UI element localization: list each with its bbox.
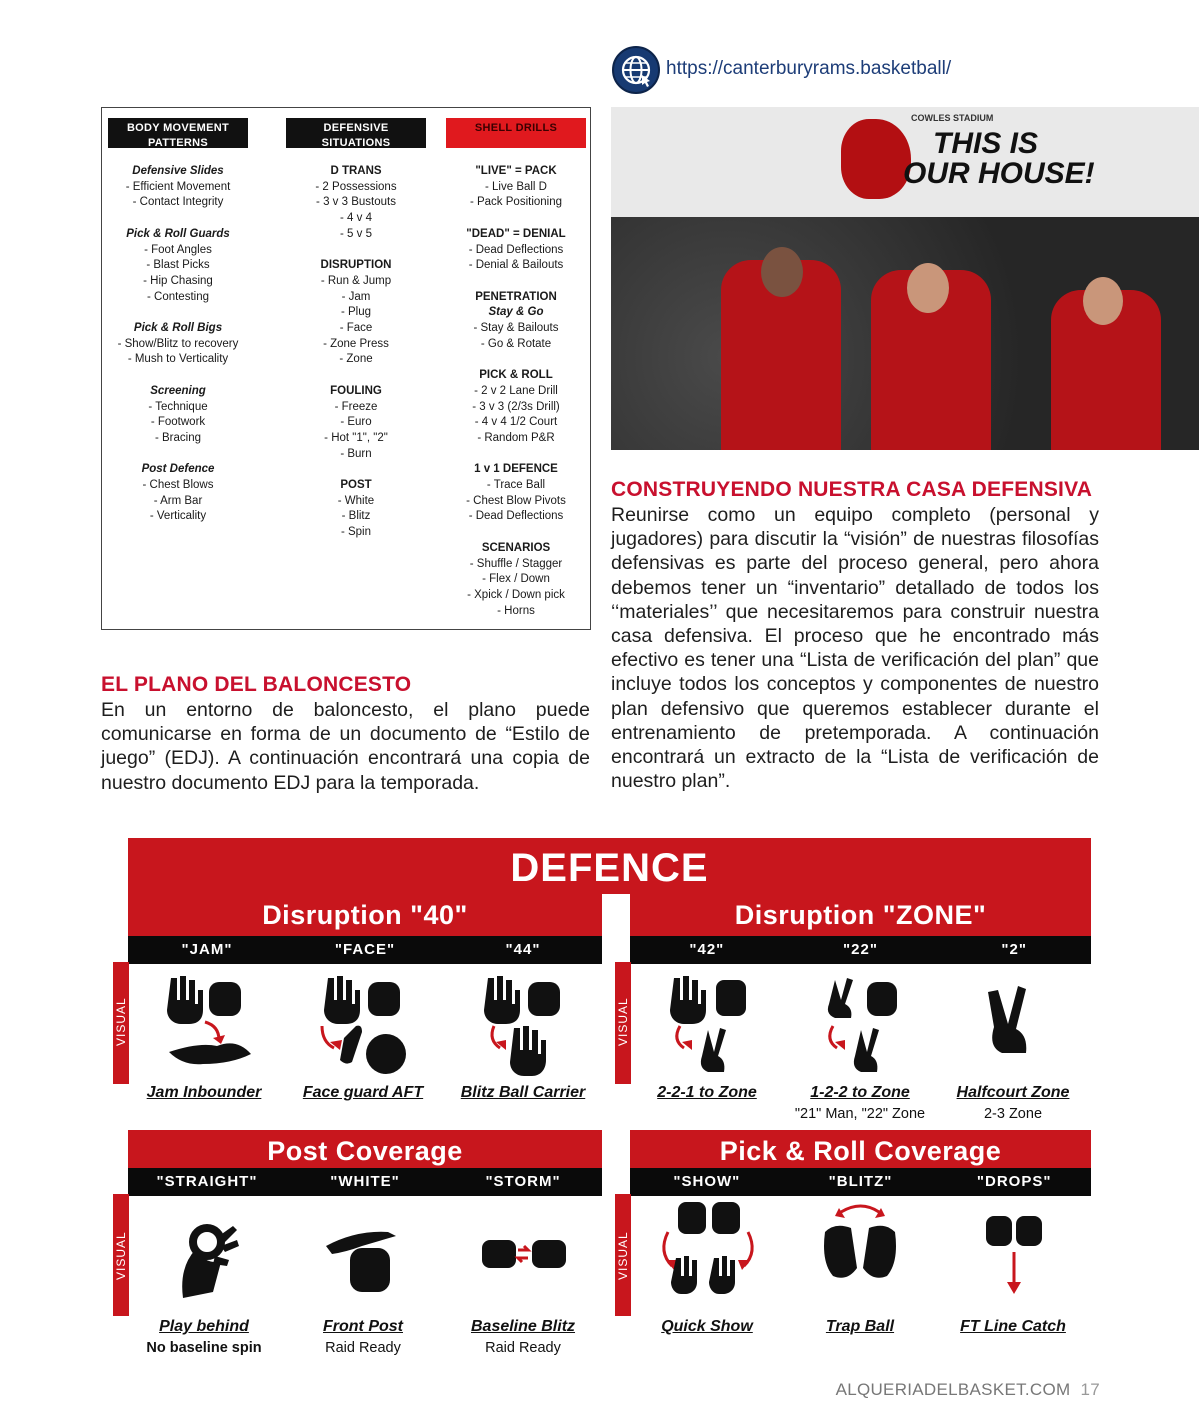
call-label: "22" <box>843 941 878 958</box>
edj-item: - Spin <box>340 526 372 539</box>
calls-bar <box>128 1168 602 1196</box>
section-heading: EL PLANO DEL BALONCESTO <box>101 673 412 696</box>
signal-caption: Blitz Ball Carrier <box>460 1084 586 1101</box>
signal-caption: Face guard AFT <box>302 1084 424 1101</box>
call-label: "SHOW" <box>673 1173 741 1190</box>
edj-item: - Random P&R <box>477 431 555 444</box>
edj-list <box>446 164 586 619</box>
call-label: "STORM" <box>485 1173 561 1190</box>
website-link[interactable]: https://canterburyrams.basketball/ <box>666 58 952 79</box>
signal-subcaption: Raid Ready <box>485 1340 561 1356</box>
edj-spacer <box>446 274 586 290</box>
edj-item: - Hip Chasing <box>143 274 213 287</box>
edj-group-heading: 1 v 1 DEFENCE <box>474 463 558 476</box>
signal-white <box>284 1206 442 1356</box>
section-body: Reunirse como un equipo completo (personal y jugadores) para discutir la “visión” de nuestras filosofías defensivas es parte del proceso general, pero ahora debemos tener un “inventario” detallado de todos los ‘‘materiales’’ que necesitaremos para construir nuestra casa defensiva. El proceso que he encontrado más efectivo es tener una “Lista de verificación del plan” que incluye todos los conceptos y componentes de nuestro plan defensivo que queremos establecer durante el entrenamiento de pretemporada. A continuación encontrará un extracto de la “Lista de verificación de nuestro plan”. <box>611 504 1099 793</box>
edj-item: - Dead Deflections <box>468 243 564 256</box>
edj-list <box>286 164 426 541</box>
edj-spacer <box>108 305 248 321</box>
fists-bump-icon <box>468 1206 578 1314</box>
edj-item: - 2 v 2 Lane Drill <box>474 384 558 397</box>
edj-spacer <box>446 447 586 463</box>
globe-icon <box>612 46 660 94</box>
signal-caption: Play behind <box>159 1318 249 1335</box>
edj-item: - Face <box>339 322 373 335</box>
edj-item: - Pack Positioning <box>469 196 563 209</box>
edj-spacer <box>446 525 586 541</box>
edj-group-heading: "DEAD" = DENIAL <box>466 227 566 240</box>
rotating-hands-icon <box>652 1196 762 1314</box>
panel-title: Disruption "40" <box>128 894 602 936</box>
edj-spacer <box>108 211 248 227</box>
edj-item: - Jam <box>341 290 371 303</box>
footer-site[interactable]: ALQUERIADELBASKET.COM <box>835 1380 1071 1399</box>
edj-item: - Trace Ball <box>486 479 546 491</box>
player-head <box>761 247 803 297</box>
visual-label: VISUAL <box>616 1231 630 1280</box>
edj-item: - Efficient Movement <box>125 180 231 193</box>
signal-caption: Quick Show <box>661 1318 753 1335</box>
hand-face-icon <box>308 972 418 1080</box>
edj-group-heading: DISRUPTION <box>320 259 392 272</box>
team-bench-photo <box>611 107 1199 450</box>
signal-caption: Trap Ball <box>825 1318 895 1335</box>
call-label: "BLITZ" <box>828 1173 893 1190</box>
visual-label: VISUAL <box>616 997 630 1046</box>
edj-spacer <box>108 447 248 463</box>
edj-group-heading: PENETRATION <box>475 290 557 303</box>
calls-bar <box>128 936 602 964</box>
signal-caption: Front Post <box>323 1318 403 1335</box>
signal-drops <box>934 1196 1092 1336</box>
call-label: "FACE" <box>334 941 396 958</box>
edj-item: - Dead Deflections <box>468 510 564 523</box>
edj-item: - Zone Press <box>323 337 389 350</box>
edj-item: - Stay & Bailouts <box>473 322 559 334</box>
ram-logo-icon <box>841 119 911 199</box>
signal-caption: 1-2-2 to Zone <box>810 1084 910 1101</box>
signal-caption: Halfcourt Zone <box>956 1084 1070 1101</box>
peace-sign-hand-icon <box>958 972 1068 1080</box>
flat-hand-over-fist-icon <box>308 1206 418 1314</box>
edj-group-heading: Screening <box>150 384 206 397</box>
edj-item: - Arm Bar <box>153 494 203 507</box>
panel-title: Post Coverage <box>128 1130 602 1170</box>
edj-item: - Contesting <box>146 290 209 303</box>
slogan-line-2: OUR HOUSE! <box>903 157 1095 190</box>
edj-item: - Burn <box>340 447 372 460</box>
edj-group-heading: PICK & ROLL <box>479 369 553 382</box>
edj-item: - Bracing <box>154 431 202 444</box>
call-label: "JAM" <box>181 941 233 958</box>
edj-item: - 2 Possessions <box>315 180 397 193</box>
call-label: "44" <box>505 941 541 958</box>
signal-straight <box>125 1206 283 1356</box>
signal-caption: 2-2-1 to Zone <box>657 1084 757 1101</box>
slogan-line-1: THIS IS <box>933 127 1039 160</box>
call-label: "42" <box>689 941 725 958</box>
edj-group-heading: SCENARIOS <box>481 541 551 554</box>
edj-item: - White <box>337 494 375 507</box>
calls-bar <box>630 1168 1091 1196</box>
visual-label: VISUAL <box>114 1231 128 1280</box>
edj-item: - Hot "1", "2" <box>324 431 388 444</box>
edj-group-heading: Pick & Roll Bigs <box>133 322 223 334</box>
calls-bar <box>630 936 1091 964</box>
stadium-banner <box>611 107 1199 217</box>
edj-group-heading: POST <box>340 479 372 492</box>
edj-item: - Technique <box>148 400 208 413</box>
page-number: 17 <box>1080 1380 1100 1399</box>
edj-item: - Foot Angles <box>144 243 212 256</box>
call-label: "DROPS" <box>976 1173 1052 1190</box>
edj-item: - Mush to Verticality <box>127 353 229 366</box>
edj-item: - 4 v 4 <box>340 212 372 225</box>
edj-item: - Chest Blows <box>142 479 214 491</box>
signal-subcaption: 2-3 Zone <box>983 1106 1043 1122</box>
edj-item: - Show/Blitz to recovery <box>117 337 239 350</box>
stadium-name: COWLES STADIUM <box>911 113 994 123</box>
four-four-hands-icon <box>468 972 578 1080</box>
style-of-play-table <box>101 107 591 630</box>
signal-storm <box>444 1206 602 1356</box>
edj-spacer <box>446 352 586 368</box>
edj-item: - Denial & Bailouts <box>468 259 564 272</box>
two-two-hands-icon <box>805 972 915 1080</box>
edj-item: - Xpick / Down pick <box>467 588 565 601</box>
signal-42 <box>628 972 786 1102</box>
panel-title: Pick & Roll Coverage <box>630 1130 1091 1170</box>
trap-fists-icon <box>805 1196 915 1314</box>
edj-column-defensive-situations <box>286 118 426 541</box>
edj-group-heading: "LIVE" = PACK <box>475 165 557 177</box>
edj-item: - 5 v 5 <box>340 227 372 240</box>
edj-column-body-movement <box>108 118 248 525</box>
section-body: En un entorno de baloncesto, el plano puede comunicarse en forma de un documento de “Estilo de juego” (EDJ). A continuación encontrará una copia de nuestro documento EDJ para la temporada. <box>101 699 590 794</box>
edj-spacer <box>286 462 426 478</box>
signal-caption: Baseline Blitz <box>470 1318 576 1335</box>
fists-down-arrow-icon <box>958 1196 1068 1314</box>
four-two-hands-icon <box>652 972 762 1080</box>
signal-subcaption: No baseline spin <box>146 1340 262 1356</box>
call-label: "WHITE" <box>330 1173 400 1190</box>
call-label: "STRAIGHT" <box>156 1173 258 1190</box>
edj-item: - 3 v 3 Bustouts <box>316 196 396 209</box>
edj-item: - Chest Blow Pivots <box>466 494 566 507</box>
signal-subcaption: "21" Man, "22" Zone <box>794 1106 926 1122</box>
player-head <box>1083 277 1123 325</box>
edj-item: - 4 v 4 1/2 Court <box>474 416 558 429</box>
visual-label: VISUAL <box>114 997 128 1046</box>
ok-hand-icon <box>149 1206 259 1314</box>
edj-item: - Footwork <box>150 416 206 429</box>
signal-44 <box>444 972 602 1102</box>
banner-slogan <box>903 129 1095 189</box>
edj-item: - Freeze <box>334 400 378 413</box>
edj-list <box>108 164 248 525</box>
edj-spacer <box>446 211 586 227</box>
edj-spacer <box>286 368 426 384</box>
call-label: "2" <box>1001 941 1027 958</box>
signal-blitz <box>781 1196 939 1336</box>
edj-item: - Run & Jump <box>320 274 392 287</box>
signal-face <box>284 972 442 1102</box>
edj-item: - 3 v 3 (2/3s Drill) <box>472 400 560 413</box>
signal-caption: Jam Inbounder <box>146 1084 262 1101</box>
edj-group-heading: FOULING <box>330 384 382 397</box>
edj-group-heading: D TRANS <box>330 165 382 177</box>
defence-title: DEFENCE <box>128 838 1091 894</box>
section-heading: CONSTRUYENDO NUESTRA CASA DEFENSIVA <box>611 478 1093 501</box>
edj-group-heading: Post Defence <box>141 463 215 476</box>
signal-2 <box>934 972 1092 1122</box>
edj-group-heading: Defensive Slides <box>132 165 224 177</box>
open-hand-fist-icon <box>149 972 259 1080</box>
edj-column-heading: SHELL DRILLS <box>446 118 586 148</box>
edj-item: - Go & Rotate <box>480 337 552 350</box>
signal-jam <box>125 972 283 1102</box>
signal-22 <box>781 972 939 1122</box>
player-head <box>907 263 949 313</box>
edj-item: - Horns <box>497 604 535 617</box>
edj-item: - Shuffle / Stagger <box>469 557 563 570</box>
edj-item: - Blast Picks <box>146 259 210 272</box>
signal-show <box>628 1196 786 1336</box>
edj-item: - Verticality <box>149 510 207 523</box>
edj-item: - Flex / Down <box>482 573 550 586</box>
page-footer <box>836 1380 1100 1400</box>
edj-group-heading: Pick & Roll Guards <box>126 227 230 240</box>
signal-caption: FT Line Catch <box>960 1318 1066 1335</box>
edj-column-heading: DEFENSIVE SITUATIONS <box>286 118 426 148</box>
edj-item: - Euro <box>340 416 372 429</box>
edj-column-shell-drills <box>446 118 586 619</box>
edj-item: - Plug <box>340 306 372 319</box>
edj-column-heading: BODY MOVEMENT PATTERNS <box>108 118 248 148</box>
edj-item: - Blitz <box>341 510 371 523</box>
edj-item: - Zone <box>339 353 373 366</box>
edj-group-heading: Stay & Go <box>488 306 544 319</box>
edj-item: - Live Ball D <box>485 180 547 193</box>
edj-spacer <box>286 243 426 259</box>
edj-spacer <box>108 368 248 384</box>
signal-subcaption: Raid Ready <box>325 1340 401 1356</box>
panel-title: Disruption "ZONE" <box>630 894 1091 936</box>
edj-item: - Contact Integrity <box>132 196 224 209</box>
